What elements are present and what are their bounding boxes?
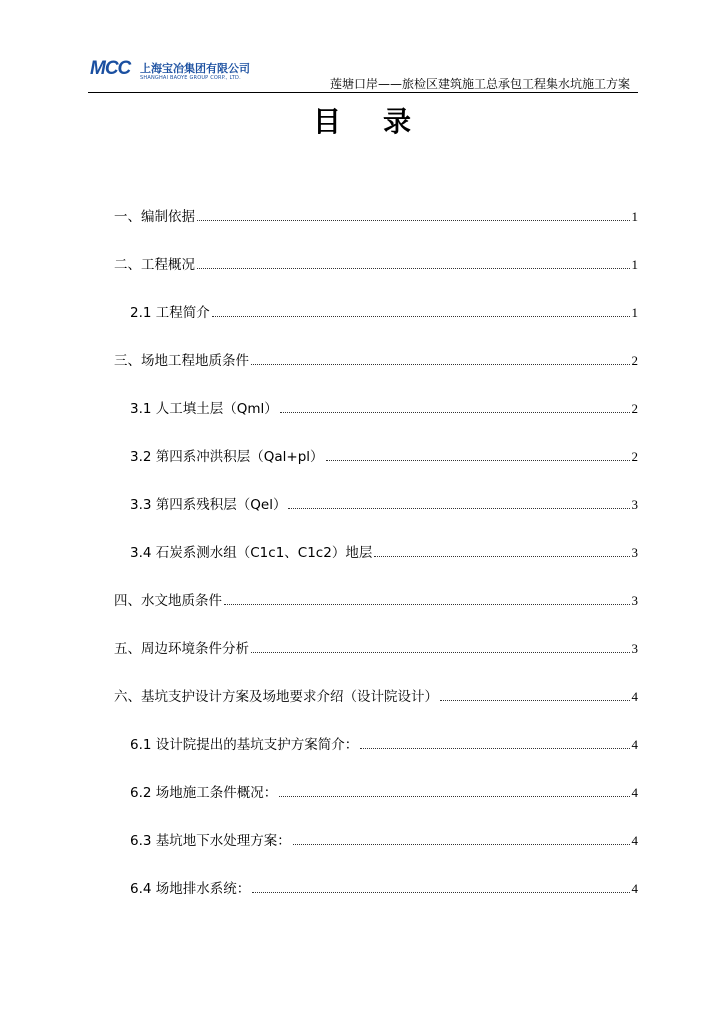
toc-entry-page: 3 [631,497,638,512]
toc-entry-label: 6.3 基坑地下水处理方案： [130,833,291,849]
toc-entry-page: 2 [631,401,638,416]
toc-entry-page: 1 [631,305,638,320]
toc-entry-label: 3.4 石炭系测水组（C1c1、C1c2）地层 [130,545,373,561]
toc-leader-dots [440,699,630,701]
toc-entry-page: 3 [631,593,638,608]
toc-leader-dots [224,603,630,605]
toc-entry-page: 4 [631,689,638,704]
toc-entry-label: 3.3 第四系残积层（Qel） [130,497,287,513]
toc-entry-label: 3.1 人工填土层（Qml） [130,401,278,417]
toc-entry-page: 4 [631,833,638,848]
toc-entry[interactable] [130,541,638,561]
page-header [88,52,638,94]
logo-company-name-cn: 上海宝冶集团有限公司 [140,62,250,75]
toc-entry-label: 二、工程概况 [114,257,195,273]
toc-entry-page: 3 [631,545,638,560]
header-divider [88,92,638,93]
toc-entry[interactable] [114,589,638,609]
toc-entry[interactable] [130,877,638,897]
toc-entry[interactable] [130,781,638,801]
toc-entry-page: 2 [631,353,638,368]
company-logo [90,58,260,88]
toc-leader-dots [212,315,630,317]
toc-entry-page: 4 [631,785,638,800]
toc-leader-dots [280,411,630,413]
mcc-logo-mark: MCC [90,58,131,79]
toc-entry-page: 2 [631,449,638,464]
toc-leader-dots [293,843,630,845]
toc-entry-page: 1 [631,209,638,224]
toc-entry[interactable] [130,301,638,321]
toc-entry-page: 4 [631,881,638,896]
toc-leader-dots [197,267,630,269]
toc-leader-dots [251,363,630,365]
toc-entry-label: 五、周边环境条件分析 [114,641,249,657]
logo-company-name-en: SHANGHAI BAOYE GROUP CORP., LTD. [140,75,241,81]
toc-entry-label: 三、场地工程地质条件 [114,353,249,369]
toc-entry-label: 一、编制依据 [114,209,195,225]
toc-entry[interactable] [130,733,638,753]
toc-entry-page: 4 [631,737,638,752]
toc-entry-page: 3 [631,641,638,656]
toc-leader-dots [251,651,630,653]
toc-entry[interactable] [114,637,638,657]
toc-title: 目录 [312,105,453,138]
toc-entry[interactable] [114,349,638,369]
toc-entry[interactable] [130,445,638,465]
toc-entry[interactable] [130,493,638,513]
toc-entry[interactable] [114,685,638,705]
toc-leader-dots [197,219,630,221]
toc-leader-dots [326,459,630,461]
toc-entry-label: 6.1 设计院提出的基坑支护方案简介： [130,737,359,753]
document-header-title: 莲塘口岸——旅检区建筑施工总承包工程集水坑施工方案 [329,77,630,91]
toc-leader-dots [252,891,629,893]
toc-entry[interactable] [114,253,638,273]
toc-entry-label: 6.4 场地排水系统： [130,881,251,897]
toc-entry[interactable] [114,205,638,225]
toc-entry-page: 1 [631,257,638,272]
toc-entry[interactable] [130,397,638,417]
toc-leader-dots [360,747,629,749]
toc-leader-dots [288,507,629,509]
toc-leader-dots [374,555,629,557]
toc-entry-label: 2.1 工程简介 [130,305,210,321]
toc-entry[interactable] [130,829,638,849]
toc-entry-label: 3.2 第四系冲洪积层（Qal+pl） [130,449,324,465]
toc-entry-label: 四、水文地质条件 [114,593,222,609]
toc-entry-label: 六、基坑支护设计方案及场地要求介绍（设计院设计） [114,689,438,705]
toc-leader-dots [279,795,629,797]
toc-entry-label: 6.2 场地施工条件概况： [130,785,278,801]
